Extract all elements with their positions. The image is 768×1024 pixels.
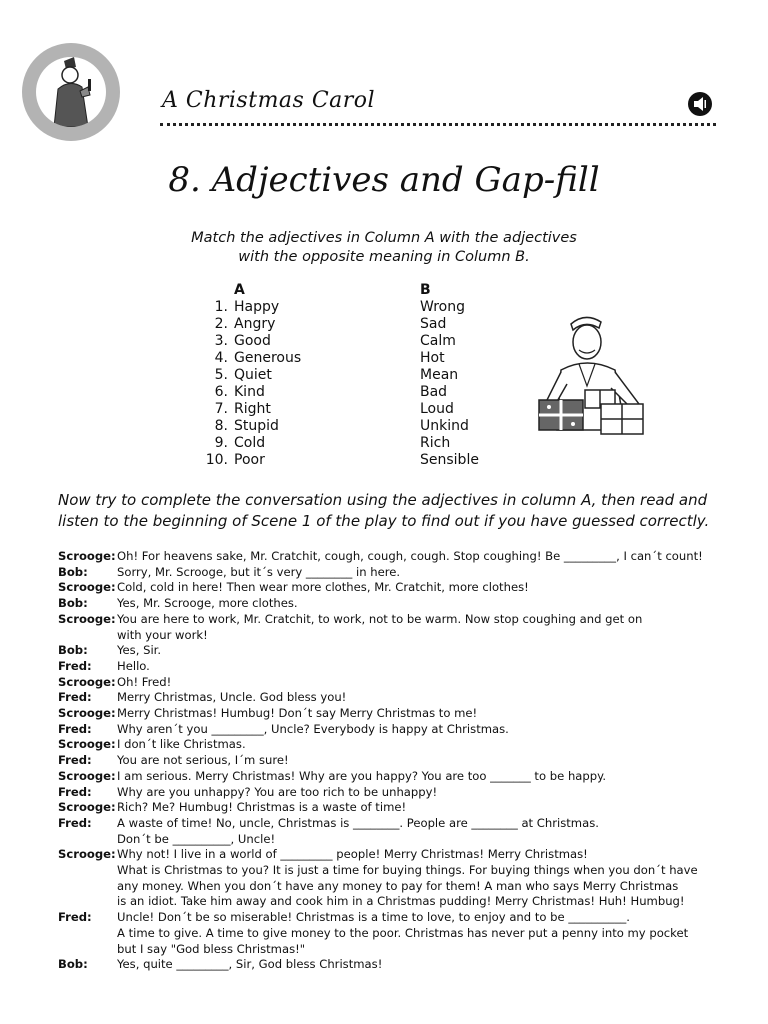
speaker-label: Fred:	[58, 721, 92, 736]
dialogue-text: Hello.	[117, 658, 150, 673]
column-a-word: Poor	[234, 452, 265, 468]
speaker-label: Bob:	[58, 564, 88, 579]
match-number: 4.	[214, 350, 228, 366]
dialogue-line	[58, 596, 728, 612]
match-number: 5.	[214, 367, 228, 383]
dialogue	[58, 549, 728, 973]
match-number: 2.	[214, 316, 228, 332]
dialogue-text: Cold, cold in here! Then wear more clothes, Mr. Cratchit, more clothes!	[117, 580, 529, 595]
column-a-word: Happy	[234, 299, 280, 315]
column-b-word: Sad	[420, 316, 447, 332]
dialogue-text: Uncle! Don´t be so miserable! Christmas is a time to love, to enjoy and to be __________.	[117, 910, 630, 925]
match-number: 7.	[214, 401, 228, 417]
speaker-label: Fred:	[58, 753, 92, 768]
column-a-word: Generous	[234, 350, 302, 366]
dialogue-line	[58, 910, 728, 926]
dialogue-line	[58, 832, 728, 848]
dialogue-text: is an idiot. Take him away and cook him in a Christmas pudding! Merry Christmas! Huh! Humbug!	[117, 894, 685, 909]
match-row	[196, 435, 486, 452]
scrooge-portrait-icon	[36, 57, 106, 127]
match-number: 9.	[214, 435, 228, 451]
instruction-line: with the opposite meaning in Column B.	[238, 249, 530, 265]
speaker-label: Scrooge:	[58, 674, 116, 689]
speaker-label	[58, 879, 117, 895]
match-number: 3.	[214, 333, 228, 349]
section-title: 8. Adjectives and Gap-fill	[168, 160, 600, 200]
dialogue-text: Why are you unhappy? You are too rich to be unhappy!	[117, 784, 438, 799]
audio-speaker-icon[interactable]	[688, 92, 712, 116]
instruction-line: listen to the beginning of Scene 1 of the play to find out if you have guessed correctly.	[58, 512, 710, 530]
man-with-presents-illustration	[535, 312, 647, 440]
header-dotted-rule	[160, 123, 716, 126]
column-a-word: Quiet	[234, 367, 272, 383]
match-number: 8.	[214, 418, 228, 434]
speaker-label: Bob:	[58, 643, 88, 658]
dialogue-text: any money. When you don´t have any money to pay for them! A man who says Merry Christmas	[117, 878, 679, 893]
dialogue-line	[58, 643, 728, 659]
dialogue-text: but I say "God bless Christmas!"	[117, 941, 306, 956]
dialogue-line	[58, 769, 728, 785]
column-b-word: Hot	[420, 350, 445, 366]
dialogue-line	[58, 706, 728, 722]
speaker-label: Fred:	[58, 690, 92, 705]
dialogue-line	[58, 722, 728, 738]
dialogue-line	[58, 737, 728, 753]
dialogue-line	[58, 753, 728, 769]
dialogue-text: Yes, Sir.	[117, 643, 162, 658]
dialogue-line	[58, 675, 728, 691]
match-number: 1.	[214, 299, 228, 315]
match-number: 6.	[214, 384, 228, 400]
match-row	[196, 384, 486, 401]
speaker-label: Scrooge:	[58, 847, 116, 862]
speaker-label: Fred:	[58, 784, 92, 799]
column-a-word: Good	[234, 333, 271, 349]
dialogue-line	[58, 863, 728, 879]
dialogue-text: Merry Christmas, Uncle. God bless you!	[117, 690, 347, 705]
dialogue-text: A time to give. A time to give money to the poor. Christmas has never put a penny into my pocket	[117, 925, 689, 940]
dialogue-text: You are here to work, Mr. Cratchit, to work, not to be warm. Now stop coughing and get on	[117, 611, 643, 626]
dialogue-text: I don´t like Christmas.	[117, 737, 246, 752]
speaker-label: Scrooge:	[58, 768, 116, 783]
dialogue-text: Merry Christmas! Humbug! Don´t say Merry Christmas to me!	[117, 706, 478, 721]
column-b-word: Wrong	[420, 299, 465, 315]
column-b-word: Loud	[420, 401, 454, 417]
column-b-word: Rich	[420, 435, 451, 451]
dialogue-line	[58, 580, 728, 596]
speaker-label: Fred:	[58, 815, 92, 830]
dialogue-text: Yes, quite _________, Sir, God bless Christmas!	[117, 957, 383, 972]
speaker-label	[58, 894, 117, 910]
column-a-word: Angry	[234, 316, 276, 332]
instruction-line: Match the adjectives in Column A with the adjectives	[191, 230, 577, 246]
speaker-label	[58, 832, 117, 848]
dialogue-text: What is Christmas to you? It is just a time for buying things. For buying things when you don´t have	[117, 863, 698, 878]
speaker-label: Scrooge:	[58, 737, 116, 752]
speaker-label: Scrooge:	[58, 800, 116, 815]
speaker-label	[58, 926, 117, 942]
column-b-word: Bad	[420, 384, 448, 400]
book-title: A Christmas Carol	[162, 88, 376, 113]
instruction-line: Now try to complete the conversation using the adjectives in column A, then read and	[58, 491, 708, 509]
match-row	[196, 418, 486, 435]
dialogue-line	[58, 894, 728, 910]
dialogue-line	[58, 659, 728, 675]
header-logo	[22, 43, 120, 141]
column-b-word: Calm	[420, 333, 456, 349]
dialogue-text: Why aren´t you _________, Uncle? Everybody is happy at Christmas.	[117, 721, 509, 736]
speaker-label: Bob:	[58, 596, 88, 611]
column-a-word: Kind	[234, 384, 265, 400]
dialogue-text: with your work!	[117, 627, 208, 642]
column-b-header: B	[420, 282, 431, 298]
speaker-label	[58, 628, 117, 644]
column-b-word: Mean	[420, 367, 459, 383]
dialogue-text: Don´t be __________, Uncle!	[117, 831, 276, 846]
match-row	[196, 299, 486, 316]
dialogue-text: Rich? Me? Humbug! Christmas is a waste of time!	[117, 800, 407, 815]
dialogue-line	[58, 957, 728, 973]
speaker-label: Bob:	[58, 957, 88, 972]
dialogue-line	[58, 800, 728, 816]
speaker-label	[58, 942, 117, 958]
match-row	[196, 367, 486, 384]
match-number: 10.	[205, 452, 228, 468]
dialogue-line	[58, 942, 728, 958]
dialogue-line	[58, 549, 728, 565]
dialogue-line	[58, 628, 728, 644]
dialogue-text: A waste of time! No, uncle, Christmas is ________. People are ________ at Christmas.	[117, 815, 599, 830]
match-row	[196, 452, 486, 469]
dialogue-text: Sorry, Mr. Scrooge, but it´s very ________ in here.	[117, 564, 401, 579]
dialogue-line	[58, 879, 728, 895]
column-b-word: Sensible	[420, 452, 479, 468]
dialogue-line	[58, 816, 728, 832]
dialogue-line	[58, 926, 728, 942]
dialogue-text: Why not! I live in a world of _________ people! Merry Christmas! Merry Christmas!	[117, 847, 588, 862]
column-b-word: Unkind	[420, 418, 469, 434]
match-row	[196, 350, 486, 367]
dialogue-text: Oh! Fred!	[117, 674, 172, 689]
dialogue-text: Yes, Mr. Scrooge, more clothes.	[117, 596, 298, 611]
speaker-label: Fred:	[58, 658, 92, 673]
dialogue-text: I am serious. Merry Christmas! Why are you happy? You are too _______ to be happy.	[117, 768, 607, 783]
dialogue-text: You are not serious, I´m sure!	[117, 753, 289, 768]
column-a-header: A	[234, 282, 245, 298]
speaker-label: Fred:	[58, 910, 92, 925]
speaker-label	[58, 863, 117, 879]
dialogue-line	[58, 847, 728, 863]
matching-instruction	[0, 229, 768, 267]
match-row	[196, 316, 486, 333]
dialogue-line	[58, 785, 728, 801]
dialogue-text: Oh! For heavens sake, Mr. Cratchit, cough, cough, cough. Stop coughing! Be _________, I can´t count!	[117, 549, 703, 563]
dialogue-line	[58, 612, 728, 628]
dialogue-line	[58, 565, 728, 581]
match-row	[196, 401, 486, 418]
speaker-label: Scrooge:	[58, 611, 116, 626]
dialogue-line	[58, 690, 728, 706]
speaker-label: Scrooge:	[58, 549, 116, 563]
match-row	[196, 333, 486, 350]
column-a-word: Right	[234, 401, 271, 417]
speaker-label: Scrooge:	[58, 580, 116, 595]
gapfill-instruction	[58, 490, 718, 532]
speaker-label: Scrooge:	[58, 706, 116, 721]
column-a-word: Cold	[234, 435, 266, 451]
column-a-word: Stupid	[234, 418, 279, 434]
